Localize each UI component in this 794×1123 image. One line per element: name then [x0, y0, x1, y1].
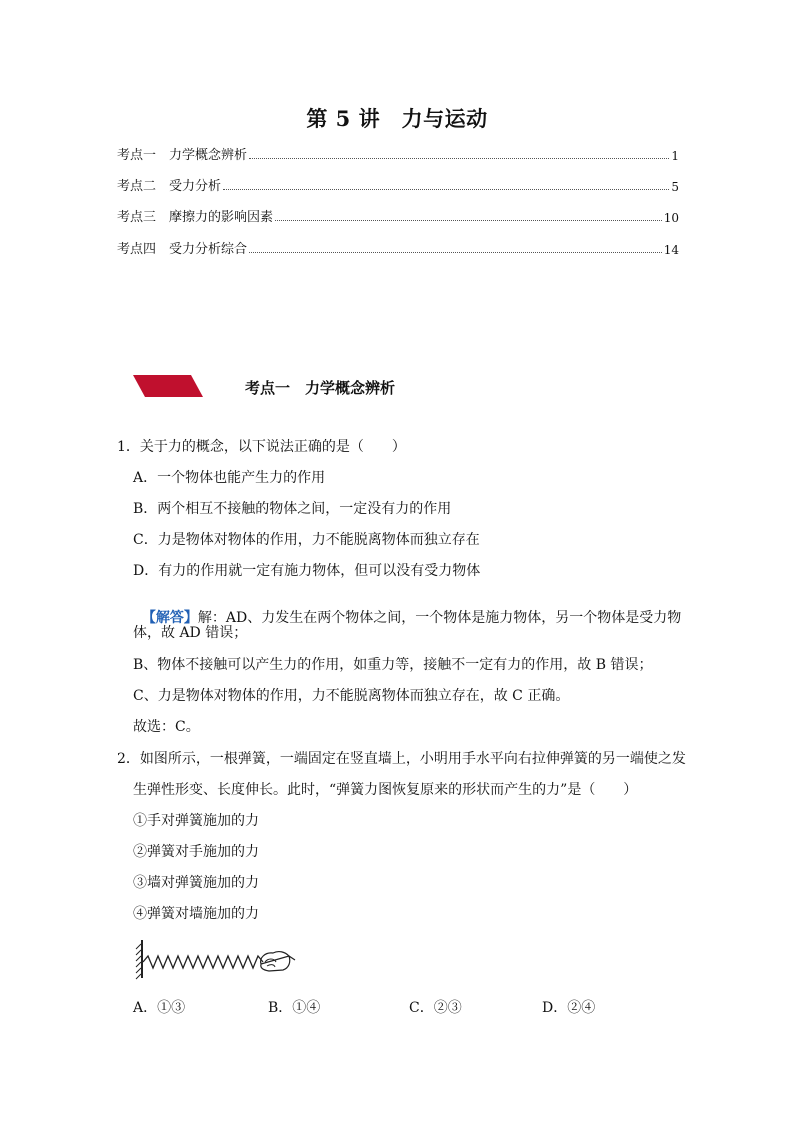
answer-tag: 【解答】	[141, 610, 198, 626]
question-1-stem: 1．关于力的概念，以下说法正确的是（ ）	[117, 439, 406, 455]
q2-choice-d: D．②④	[542, 1000, 596, 1016]
q2-choice-b: B．①④	[268, 1000, 321, 1016]
toc-page: 10	[663, 211, 679, 225]
toc-leader	[223, 188, 669, 190]
question-2-stem-cont: 生弹性形变、长度伸长。此时，“弹簧力图恢复原来的形状而产生的力”是（ ）	[133, 782, 638, 798]
toc-page: 14	[663, 243, 679, 257]
answer-text: 解：AD、力发生在两个物体之间，一个物体是施力物体，另一个物体是受力物	[197, 610, 682, 626]
q1-option-c: C．力是物体对物体的作用，力不能脱离物体而独立存在	[133, 532, 480, 548]
toc-leader	[275, 219, 662, 221]
page-title: 第 5 讲 力与运动	[306, 106, 488, 131]
toc-label: 考点四 受力分析综合	[117, 242, 248, 257]
q2-choice-c: C．②③	[409, 1000, 462, 1016]
q2-item: ①手对弹簧施加的力	[133, 813, 259, 829]
toc-item[interactable]	[117, 206, 679, 225]
q2-item: ③墙对弹簧施加的力	[133, 875, 259, 891]
toc-label: 考点一 力学概念辨析	[117, 148, 248, 163]
q1-answer-line: 体，故 AD 错误；	[133, 625, 248, 641]
toc-label: 考点二 受力分析	[117, 179, 222, 194]
toc-label: 考点三 摩擦力的影响因素	[117, 210, 274, 225]
q1-answer-line: 故选：C。	[133, 719, 200, 735]
toc-leader	[249, 157, 669, 159]
q2-item: ④弹簧对墙施加的力	[133, 906, 259, 922]
toc-item[interactable]	[117, 144, 679, 163]
q1-option-d: D．有力的作用就一定有施力物体，但可以没有受力物体	[133, 563, 481, 579]
toc-item[interactable]	[117, 175, 679, 194]
q1-answer-line: B、物体不接触可以产生力的作用，如重力等，接触不一定有力的作用，故 B 错误；	[133, 657, 653, 673]
q2-choice-a: A．①③	[133, 1000, 186, 1016]
q1-answer-line: C、力是物体对物体的作用，力不能脱离物体而独立存在，故 C 正确。	[133, 688, 570, 704]
toc-leader	[249, 251, 662, 253]
toc-page: 5	[671, 180, 679, 194]
section-banner-icon	[133, 375, 203, 397]
toc-item[interactable]	[117, 238, 679, 257]
q1-option-a: A．一个物体也能产生力的作用	[133, 470, 326, 486]
question-2-stem: 2．如图所示，一根弹簧，一端固定在竖直墙上，小明用手水平向右拉伸弹簧的另一端使之发	[117, 751, 686, 767]
q1-option-b: B．两个相互不接触的物体之间，一定没有力的作用	[133, 501, 452, 517]
section-title: 考点一 力学概念辨析	[245, 379, 396, 397]
q2-item: ②弹簧对手施加的力	[133, 844, 259, 860]
toc-page: 1	[671, 149, 679, 163]
spring-hand-figure-icon	[133, 938, 299, 980]
